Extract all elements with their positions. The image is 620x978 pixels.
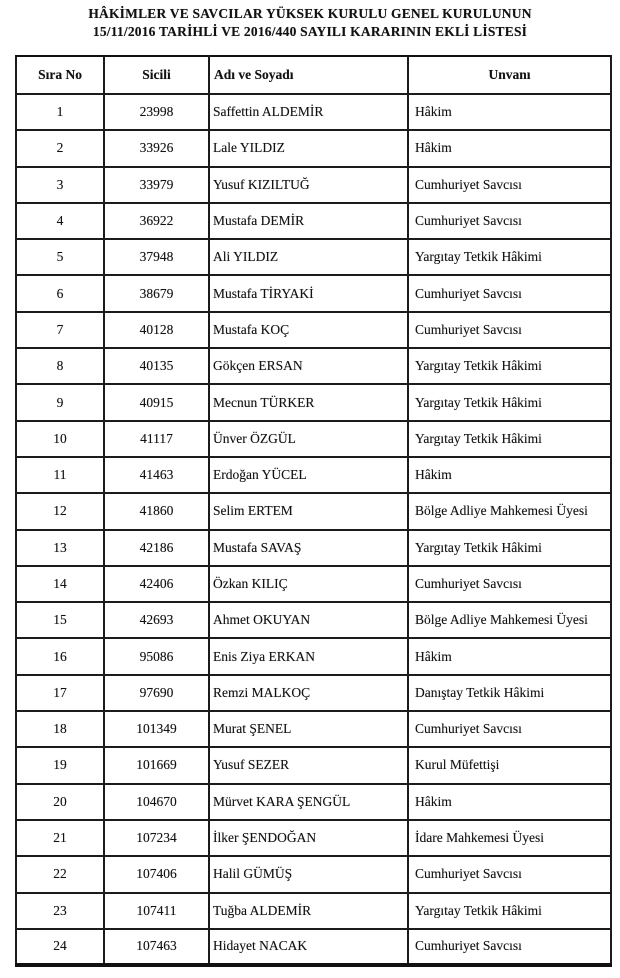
cell-unvani: Yargıtay Tetkik Hâkimi	[408, 384, 611, 420]
cell-adi-ve-soyadi: Yusuf SEZER	[209, 747, 408, 783]
cell-unvani: Yargıtay Tetkik Hâkimi	[408, 421, 611, 457]
cell-sira-no: 13	[16, 530, 104, 566]
cell-sira-no: 19	[16, 747, 104, 783]
cell-sicili: 41860	[104, 493, 209, 529]
cell-sicili: 40915	[104, 384, 209, 420]
table-row	[16, 130, 611, 166]
cell-adi-ve-soyadi: Ünver ÖZGÜL	[209, 421, 408, 457]
table-row	[16, 167, 611, 203]
cell-sicili: 107234	[104, 820, 209, 856]
cell-sira-no: 8	[16, 348, 104, 384]
cell-adi-ve-soyadi: Enis Ziya ERKAN	[209, 638, 408, 674]
cell-sicili: 101669	[104, 747, 209, 783]
cell-sicili: 41117	[104, 421, 209, 457]
cell-adi-ve-soyadi: Saffettin ALDEMİR	[209, 94, 408, 130]
cell-adi-ve-soyadi: Murat ŞENEL	[209, 711, 408, 747]
cell-adi-ve-soyadi: Hidayet NACAK	[209, 929, 408, 965]
cell-unvani: Kurul Müfettişi	[408, 747, 611, 783]
document-title-line2: 15/11/2016 TARİHLİ VE 2016/440 SAYILI KARARININ EKLİ LİSTESİ	[92, 24, 528, 39]
cell-adi-ve-soyadi: Mustafa SAVAŞ	[209, 530, 408, 566]
cell-unvani: Yargıtay Tetkik Hâkimi	[408, 530, 611, 566]
cell-sira-no: 14	[16, 566, 104, 602]
cell-sira-no: 18	[16, 711, 104, 747]
cell-sira-no: 7	[16, 312, 104, 348]
cell-sira-no: 2	[16, 130, 104, 166]
table-row	[16, 675, 611, 711]
cell-unvani: Bölge Adliye Mahkemesi Üyesi	[408, 493, 611, 529]
cell-unvani: Cumhuriyet Savcısı	[408, 203, 611, 239]
cell-adi-ve-soyadi: Mustafa TİRYAKİ	[209, 275, 408, 311]
cell-unvani: Cumhuriyet Savcısı	[408, 856, 611, 892]
cell-sicili: 107406	[104, 856, 209, 892]
table-row	[16, 312, 611, 348]
cell-sicili: 41463	[104, 457, 209, 493]
cell-sira-no: 16	[16, 638, 104, 674]
cell-unvani: Cumhuriyet Savcısı	[408, 275, 611, 311]
table-row	[16, 493, 611, 529]
cell-unvani: Yargıtay Tetkik Hâkimi	[408, 348, 611, 384]
cell-adi-ve-soyadi: Mecnun TÜRKER	[209, 384, 408, 420]
roster-table-header	[16, 56, 611, 94]
cell-unvani: Cumhuriyet Savcısı	[408, 566, 611, 602]
table-row	[16, 893, 611, 929]
cell-sicili: 40135	[104, 348, 209, 384]
cell-unvani: Cumhuriyet Savcısı	[408, 929, 611, 965]
cell-unvani: Cumhuriyet Savcısı	[408, 312, 611, 348]
cell-adi-ve-soyadi: Özkan KILIÇ	[209, 566, 408, 602]
table-row	[16, 275, 611, 311]
cell-adi-ve-soyadi: Tuğba ALDEMİR	[209, 893, 408, 929]
cell-unvani: Hâkim	[408, 638, 611, 674]
cell-sira-no: 12	[16, 493, 104, 529]
table-row	[16, 856, 611, 892]
cell-sicili: 101349	[104, 711, 209, 747]
document-title	[0, 5, 620, 41]
cell-unvani: Hâkim	[408, 130, 611, 166]
table-row	[16, 530, 611, 566]
table-row	[16, 239, 611, 275]
cell-sira-no: 21	[16, 820, 104, 856]
cell-sicili: 33926	[104, 130, 209, 166]
cell-adi-ve-soyadi: Mustafa KOÇ	[209, 312, 408, 348]
table-row	[16, 784, 611, 820]
cell-unvani: Hâkim	[408, 94, 611, 130]
cell-adi-ve-soyadi: Erdoğan YÜCEL	[209, 457, 408, 493]
cell-sira-no: 15	[16, 602, 104, 638]
header-unvani: Unvanı	[408, 56, 611, 94]
cell-adi-ve-soyadi: Selim ERTEM	[209, 493, 408, 529]
cell-adi-ve-soyadi: Halil GÜMÜŞ	[209, 856, 408, 892]
cell-sicili: 104670	[104, 784, 209, 820]
table-row	[16, 203, 611, 239]
cell-sicili: 38679	[104, 275, 209, 311]
cell-adi-ve-soyadi: Ali YILDIZ	[209, 239, 408, 275]
cell-sira-no: 5	[16, 239, 104, 275]
cell-sicili: 36922	[104, 203, 209, 239]
table-row	[16, 747, 611, 783]
table-row	[16, 348, 611, 384]
cell-unvani: Danıştay Tetkik Hâkimi	[408, 675, 611, 711]
cell-unvani: Hâkim	[408, 457, 611, 493]
header-row	[16, 56, 611, 94]
roster-table	[15, 55, 612, 967]
cell-adi-ve-soyadi: Remzi MALKOÇ	[209, 675, 408, 711]
cell-unvani: Cumhuriyet Savcısı	[408, 711, 611, 747]
table-row	[16, 711, 611, 747]
header-sira-no: Sıra No	[16, 56, 104, 94]
cell-sira-no: 10	[16, 421, 104, 457]
cell-unvani: İdare Mahkemesi Üyesi	[408, 820, 611, 856]
cell-sira-no: 23	[16, 893, 104, 929]
cell-sicili: 42693	[104, 602, 209, 638]
cell-adi-ve-soyadi: Mustafa DEMİR	[209, 203, 408, 239]
table-row	[16, 929, 611, 965]
cell-adi-ve-soyadi: Lale YILDIZ	[209, 130, 408, 166]
cell-sira-no: 22	[16, 856, 104, 892]
cell-unvani: Bölge Adliye Mahkemesi Üyesi	[408, 602, 611, 638]
cell-adi-ve-soyadi: İlker ŞENDOĞAN	[209, 820, 408, 856]
cell-sicili: 95086	[104, 638, 209, 674]
cell-sira-no: 17	[16, 675, 104, 711]
cell-adi-ve-soyadi: Ahmet OKUYAN	[209, 602, 408, 638]
cell-sira-no: 20	[16, 784, 104, 820]
cell-sicili: 23998	[104, 94, 209, 130]
cell-sicili: 42406	[104, 566, 209, 602]
cell-adi-ve-soyadi: Gökçen ERSAN	[209, 348, 408, 384]
table-row	[16, 94, 611, 130]
cell-sicili: 42186	[104, 530, 209, 566]
table-row	[16, 820, 611, 856]
document-title-line1: HÂKİMLER VE SAVCILAR YÜKSEK KURULU GENEL KURULUNUN	[88, 6, 532, 21]
cell-sicili: 33979	[104, 167, 209, 203]
cell-sira-no: 4	[16, 203, 104, 239]
cell-unvani: Yargıtay Tetkik Hâkimi	[408, 239, 611, 275]
cell-unvani: Cumhuriyet Savcısı	[408, 167, 611, 203]
table-row	[16, 421, 611, 457]
cell-unvani: Yargıtay Tetkik Hâkimi	[408, 893, 611, 929]
cell-sira-no: 11	[16, 457, 104, 493]
cell-sira-no: 3	[16, 167, 104, 203]
table-row	[16, 602, 611, 638]
roster-table-body	[16, 94, 611, 965]
cell-adi-ve-soyadi: Mürvet KARA ŞENGÜL	[209, 784, 408, 820]
cell-sicili: 37948	[104, 239, 209, 275]
cell-sira-no: 9	[16, 384, 104, 420]
table-row	[16, 638, 611, 674]
cell-sira-no: 6	[16, 275, 104, 311]
cell-sicili: 97690	[104, 675, 209, 711]
header-adi-ve-soyadi: Adı ve Soyadı	[209, 56, 408, 94]
cell-sira-no: 1	[16, 94, 104, 130]
table-row	[16, 457, 611, 493]
cell-sicili: 107411	[104, 893, 209, 929]
cell-sira-no: 24	[16, 929, 104, 965]
table-row	[16, 384, 611, 420]
cell-adi-ve-soyadi: Yusuf KIZILTUĞ	[209, 167, 408, 203]
header-sicili: Sicili	[104, 56, 209, 94]
cell-sicili: 107463	[104, 929, 209, 965]
cell-unvani: Hâkim	[408, 784, 611, 820]
cell-sicili: 40128	[104, 312, 209, 348]
table-row	[16, 566, 611, 602]
